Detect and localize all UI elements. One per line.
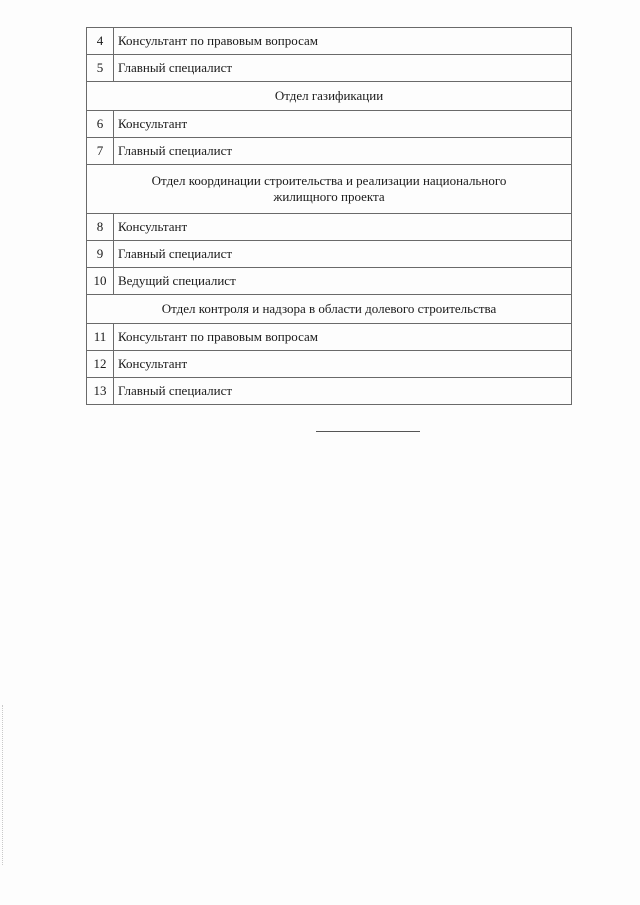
section-header-row bbox=[87, 82, 572, 111]
table-row bbox=[87, 55, 572, 82]
position-title: Ведущий специалист bbox=[114, 268, 572, 295]
row-number: 9 bbox=[87, 241, 114, 268]
table-row bbox=[87, 28, 572, 55]
section-header-row bbox=[87, 165, 572, 214]
row-number: 6 bbox=[87, 111, 114, 138]
table-row bbox=[87, 138, 572, 165]
position-title: Главный специалист bbox=[114, 241, 572, 268]
row-number: 13 bbox=[87, 378, 114, 405]
section-title: Отдел газификации bbox=[87, 82, 572, 111]
row-number: 5 bbox=[87, 55, 114, 82]
section-header-row bbox=[87, 295, 572, 324]
position-title: Консультант bbox=[114, 214, 572, 241]
position-title: Консультант bbox=[114, 351, 572, 378]
section-title: Отдел координации строительства и реализации национального жилищного проекта bbox=[87, 165, 572, 214]
row-number: 10 bbox=[87, 268, 114, 295]
position-title: Консультант bbox=[114, 111, 572, 138]
table-row bbox=[87, 268, 572, 295]
row-number: 7 bbox=[87, 138, 114, 165]
table-row bbox=[87, 241, 572, 268]
table-row bbox=[87, 111, 572, 138]
table-row bbox=[87, 351, 572, 378]
position-title: Главный специалист bbox=[114, 378, 572, 405]
row-number: 8 bbox=[87, 214, 114, 241]
section-title: Отдел контроля и надзора в области долевого строительства bbox=[87, 295, 572, 324]
row-number: 12 bbox=[87, 351, 114, 378]
table-row bbox=[87, 214, 572, 241]
row-number: 4 bbox=[87, 28, 114, 55]
position-title: Главный специалист bbox=[114, 55, 572, 82]
table-row bbox=[87, 324, 572, 351]
scan-artifact bbox=[2, 705, 5, 865]
position-title: Консультант по правовым вопросам bbox=[114, 28, 572, 55]
end-of-list-divider bbox=[316, 431, 420, 432]
row-number: 11 bbox=[87, 324, 114, 351]
position-title: Консультант по правовым вопросам bbox=[114, 324, 572, 351]
positions-table bbox=[86, 27, 572, 405]
table-row bbox=[87, 378, 572, 405]
position-title: Главный специалист bbox=[114, 138, 572, 165]
